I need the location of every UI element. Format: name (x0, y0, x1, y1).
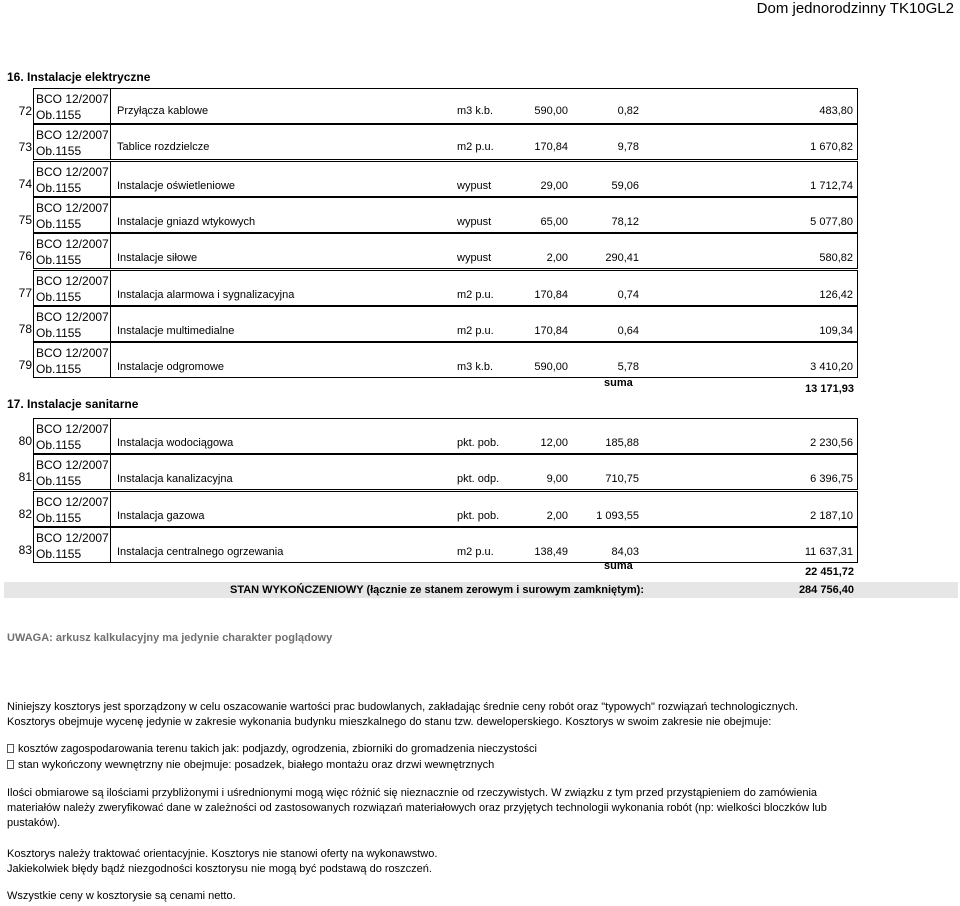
item-unit: m3 k.b. (457, 105, 494, 117)
table-row (0, 306, 960, 342)
code-cell (33, 88, 111, 124)
item-description: Instalacja centralnego ogrzewania (117, 545, 284, 558)
code-line-1: BCO 12/2007 (36, 128, 109, 143)
item-value: 483,80 (819, 105, 853, 117)
table-row (0, 197, 960, 233)
item-description: Instalacje oświetleniowe (117, 179, 236, 192)
item-quantity: 9,00 (546, 473, 568, 486)
item-quantity: 170,84 (534, 141, 568, 154)
table-row (0, 342, 960, 378)
item-value: 1 670,82 (810, 141, 853, 154)
item-description: Instalacje gniazd wtykowych (117, 215, 256, 228)
item-cell (111, 418, 858, 454)
row-number: 78 (18, 321, 32, 336)
item-unit-price: 710,75 (605, 473, 639, 486)
item-unit: wypust (457, 215, 492, 228)
item-unit: m2 p.u. (457, 141, 494, 154)
code-line-2: Ob.1155 (36, 362, 82, 377)
item-unit: m2 p.u. (457, 324, 494, 337)
item-value: 126,42 (819, 288, 853, 301)
note-line: Jakiekolwiek błędy bądź niezgodności kosztorysu nie mogą być podstawą do roszczeń. (7, 863, 432, 875)
item-description: Instalacja alarmowa i sygnalizacyjna (117, 288, 295, 301)
section-title-electrical: 16. Instalacje elektryczne (7, 70, 151, 84)
item-unit: m3 k.b. (457, 361, 494, 374)
item-unit-price: 0,74 (617, 288, 639, 301)
bullet-text: kosztów zagospodarowania terenu takich jak: podjazdy, ogrodzenia, zbiorniki do gromadzenia nieczystości (18, 743, 537, 755)
electrical-sum-label: suma (604, 377, 633, 389)
item-cell (111, 454, 858, 490)
code-line-2: Ob.1155 (36, 253, 82, 268)
item-cell (111, 306, 858, 342)
stan-value: 284 756,40 (798, 584, 854, 596)
item-value: 2 187,10 (810, 509, 853, 522)
sanitary-sum-label: suma (604, 560, 633, 572)
row-number: 77 (18, 285, 32, 300)
row-number: 75 (18, 212, 32, 227)
row-number: 79 (18, 358, 32, 373)
item-quantity: 170,84 (534, 324, 568, 337)
item-quantity: 2,00 (546, 509, 568, 522)
row-number: 74 (18, 176, 32, 191)
bullet-icon (7, 744, 14, 753)
code-line-1: BCO 12/2007 (36, 530, 109, 545)
item-value: 5 077,80 (810, 215, 853, 228)
code-cell (33, 491, 111, 527)
item-unit: m2 p.u. (457, 288, 494, 301)
item-description: Instalacja kanalizacyjna (117, 473, 233, 486)
table-row (0, 527, 960, 563)
item-unit: m2 p.u. (457, 545, 494, 558)
table-row (0, 233, 960, 269)
item-cell (111, 88, 858, 124)
table-row (0, 88, 960, 124)
code-line-2: Ob.1155 (36, 289, 82, 304)
row-number: 83 (18, 542, 32, 557)
code-line-1: BCO 12/2007 (36, 309, 109, 324)
bullet-item (7, 743, 537, 755)
item-cell (111, 527, 858, 563)
item-value: 11 637,31 (804, 545, 853, 558)
section-title-sanitary: 17. Instalacje sanitarne (7, 397, 139, 411)
item-quantity: 2,00 (546, 252, 568, 265)
item-value: 109,34 (819, 324, 853, 337)
item-unit: pkt. pob. (457, 437, 500, 449)
bullet-text: stan wykończony wewnętrzny nie obejmuje: posadzek, białego montażu oraz drzwi wewnętrznych (18, 759, 495, 771)
table-row (0, 491, 960, 527)
row-number: 80 (18, 434, 32, 448)
item-value: 1 712,74 (810, 179, 853, 192)
code-line-1: BCO 12/2007 (36, 458, 109, 473)
table-row (0, 124, 960, 160)
item-description: Instalacja wodociągowa (117, 437, 234, 449)
row-number: 76 (18, 249, 32, 264)
code-line-2: Ob.1155 (36, 474, 82, 489)
item-quantity: 590,00 (534, 105, 568, 117)
item-unit-price: 185,88 (605, 437, 639, 449)
code-line-2: Ob.1155 (36, 216, 82, 231)
item-unit-price: 1 093,55 (596, 509, 639, 522)
item-quantity: 12,00 (540, 437, 568, 449)
code-line-2: Ob.1155 (36, 546, 82, 561)
item-unit-price: 5,78 (617, 361, 639, 374)
note-line: pustaków). (7, 817, 61, 829)
code-cell (33, 124, 111, 160)
sanitary-sum-value: 22 451,72 (805, 566, 854, 578)
code-line-1: BCO 12/2007 (36, 164, 109, 179)
bullet-icon (7, 760, 14, 769)
code-line-2: Ob.1155 (36, 180, 82, 195)
item-unit-price: 78,12 (611, 215, 639, 228)
note-line: Kosztorys należy traktować orientacyjnie. Kosztorys nie stanowi oferty na wykonawstwo. (7, 848, 438, 860)
item-unit-price: 0,82 (617, 105, 639, 117)
item-cell (111, 161, 858, 197)
stan-label: STAN WYKOŃCZENIOWY (łącznie ze stanem zerowym i surowym zamkniętym): (229, 584, 644, 596)
item-description: Instalacja gazowa (117, 509, 205, 522)
item-unit-price: 290,41 (605, 252, 639, 265)
code-line-1: BCO 12/2007 (36, 346, 109, 361)
code-cell (33, 418, 111, 454)
item-unit: pkt. odp. (457, 473, 500, 486)
item-value: 2 230,56 (810, 437, 853, 449)
code-line-1: BCO 12/2007 (36, 200, 109, 215)
item-unit: pkt. pob. (457, 509, 500, 522)
item-description: Przyłącza kablowe (117, 105, 209, 117)
bullet-item (7, 759, 494, 771)
item-cell (111, 491, 858, 527)
item-cell (111, 233, 858, 269)
item-description: Instalacje siłowe (117, 252, 198, 265)
item-quantity: 138,49 (534, 545, 568, 558)
item-unit: wypust (457, 179, 492, 192)
row-number: 73 (18, 140, 32, 155)
table-row (0, 418, 960, 454)
note-line: Niniejszy kosztorys jest sporządzony w celu oszacowanie wartości prac budowlanych, zakładając średnie ceny robót oraz "typowych" rozwiązań technologicznych. (7, 701, 799, 713)
code-line-1: BCO 12/2007 (36, 494, 109, 509)
item-value: 6 396,75 (810, 473, 853, 486)
item-description: Tablice rozdzielcze (117, 141, 210, 154)
table-row (0, 270, 960, 306)
item-unit: wypust (457, 252, 492, 265)
item-unit-price: 0,64 (617, 324, 639, 337)
item-description: Instalacje multimedialne (117, 324, 235, 337)
code-cell (33, 233, 111, 269)
item-cell (111, 270, 858, 306)
document-title: Dom jednorodzinny TK10GL2 (756, 0, 954, 17)
code-cell (33, 161, 111, 197)
note-line: Ilości obmiarowe są ilościami przybliżonymi i uśrednionymi mogą więc różnić się nieznacznie od rzeczywistych. W związku z tym przed przystąpieniem do zamówienia (7, 787, 818, 799)
item-unit-price: 59,06 (611, 179, 639, 192)
item-cell (111, 342, 858, 378)
table-row (0, 454, 960, 490)
code-line-1: BCO 12/2007 (36, 237, 109, 252)
code-line-2: Ob.1155 (36, 438, 82, 452)
item-quantity: 29,00 (540, 179, 568, 192)
item-description: Instalacje odgromowe (117, 361, 225, 374)
item-value: 580,82 (819, 252, 853, 265)
code-line-2: Ob.1155 (36, 325, 82, 340)
item-quantity: 590,00 (534, 361, 568, 374)
code-line-1: BCO 12/2007 (36, 273, 109, 288)
note-line: Kosztorys obejmuje wycenę jedynie w zakresie wykonania budynku mieszkalnego do stanu tzw. deweloperskiego. Kosztorys w swoim zakresie nie obejmuje: (7, 716, 772, 728)
electrical-sum-value: 13 171,93 (805, 383, 854, 395)
item-value: 3 410,20 (810, 361, 853, 374)
code-cell (33, 454, 111, 490)
item-quantity: 170,84 (534, 288, 568, 301)
item-cell (111, 197, 858, 233)
note-paragraph-4: Wszystkie ceny w kosztorysie są cenami netto. (7, 890, 236, 902)
note-paragraph-1 (7, 700, 947, 730)
code-cell (33, 342, 111, 378)
uwaga-note: UWAGA: arkusz kalkulacyjny ma jedynie charakter poglądowy (7, 632, 333, 644)
code-line-2: Ob.1155 (36, 108, 82, 122)
item-unit-price: 84,03 (611, 545, 639, 558)
row-number: 81 (18, 470, 32, 485)
code-line-2: Ob.1155 (36, 144, 82, 159)
row-number: 72 (18, 104, 32, 118)
item-unit-price: 9,78 (617, 141, 639, 154)
code-cell (33, 197, 111, 233)
code-line-1: BCO 12/2007 (36, 92, 109, 106)
code-line-1: BCO 12/2007 (36, 422, 109, 436)
note-paragraph-3 (7, 847, 947, 877)
item-quantity: 65,00 (540, 215, 568, 228)
code-line-2: Ob.1155 (36, 510, 82, 525)
note-paragraph-2 (7, 786, 947, 831)
item-cell (111, 124, 858, 160)
code-cell (33, 527, 111, 563)
code-cell (33, 270, 111, 306)
table-row (0, 161, 960, 197)
code-cell (33, 306, 111, 342)
note-line: materiałów należy zweryfikować dane w zależności od zastosowanych rozwiązań materiałowych oraz przyjętych technologii wykonania robót (np: wielkości bloczków lub (7, 802, 827, 814)
row-number: 82 (18, 506, 32, 521)
